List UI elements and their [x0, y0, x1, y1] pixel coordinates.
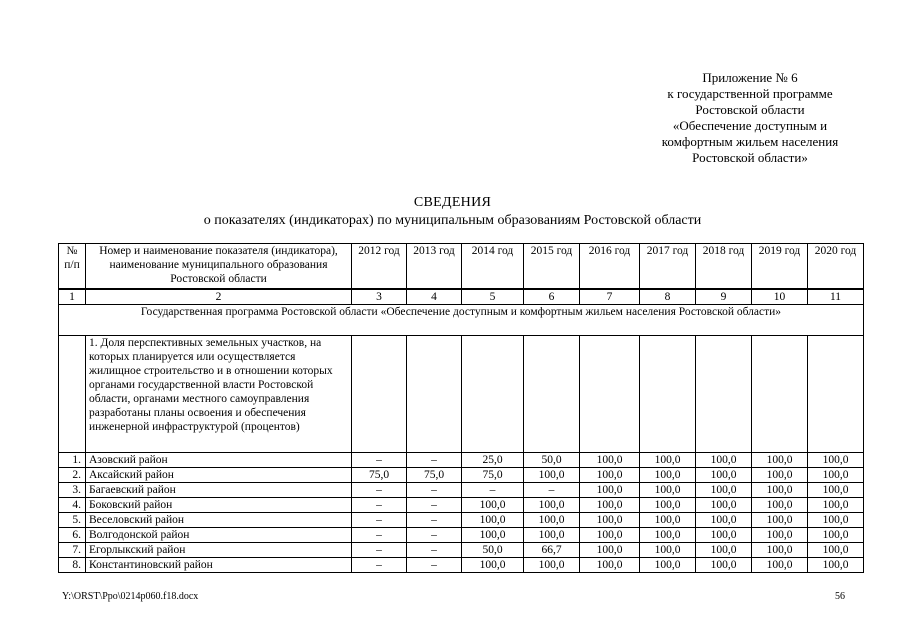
district-name: Аксайский район [86, 468, 352, 483]
table-row [59, 543, 864, 558]
appendix-line: «Обеспечение доступным и [672, 118, 828, 133]
header-year: 2017 год [640, 244, 696, 290]
value-cell: 100,0 [752, 528, 808, 543]
row-index: 6. [59, 528, 86, 543]
value-cell: 75,0 [352, 468, 407, 483]
value-cell: 100,0 [808, 498, 864, 513]
table-row [59, 513, 864, 528]
indicator-row [59, 336, 864, 453]
value-cell: 66,7 [524, 543, 580, 558]
appendix-line: к государственной программе [667, 86, 833, 101]
district-name: Багаевский район [86, 483, 352, 498]
header-year: 2015 год [524, 244, 580, 290]
value-cell: 100,0 [580, 498, 640, 513]
value-cell: 100,0 [808, 543, 864, 558]
value-cell: 100,0 [640, 558, 696, 573]
indicator-empty-cell [808, 336, 864, 453]
value-cell: 100,0 [524, 558, 580, 573]
indicator-label: 1. Доля перспективных земельных участков, на которых планируется или осуществляется жилищное строительство и в отношении которых органами государственной власти Ростовской области, органами местного самоуправления разработаны планы освоения и обеспечения инженерной инфраструктурой (процентов) [86, 336, 352, 453]
indicator-empty-cell [752, 336, 808, 453]
value-cell: – [352, 513, 407, 528]
value-cell: – [352, 543, 407, 558]
value-cell: 100,0 [524, 528, 580, 543]
indicators-table [58, 243, 864, 573]
value-cell: – [524, 483, 580, 498]
page-number: 56 [835, 591, 845, 602]
indicator-empty-cell [696, 336, 752, 453]
row-index: 7. [59, 543, 86, 558]
value-cell: 100,0 [580, 453, 640, 468]
column-number: 8 [640, 289, 696, 305]
header-year: 2012 год [352, 244, 407, 290]
value-cell: 100,0 [808, 558, 864, 573]
appendix-block [600, 70, 900, 166]
program-title: Государственная программа Ростовской области «Обеспечение доступным и комфортным жильем населения Ростовской области» [59, 305, 864, 336]
column-number: 9 [696, 289, 752, 305]
value-cell: – [462, 483, 524, 498]
value-cell: 100,0 [524, 498, 580, 513]
table-row [59, 453, 864, 468]
value-cell: 100,0 [580, 513, 640, 528]
value-cell: 100,0 [462, 528, 524, 543]
header-name: Номер и наименование показателя (индикатора), наименование муниципального образования Ростовской области [86, 244, 352, 290]
value-cell: 100,0 [640, 453, 696, 468]
appendix-line: комфортным жильем населения [661, 134, 839, 149]
value-cell: 100,0 [696, 498, 752, 513]
row-index: 3. [59, 483, 86, 498]
document-title: СВЕДЕНИЯ [413, 195, 492, 210]
indicator-empty-cell [462, 336, 524, 453]
district-name: Веселовский район [86, 513, 352, 528]
indicator-empty-cell [407, 336, 462, 453]
appendix-line: Ростовской области [695, 102, 805, 117]
value-cell: 100,0 [752, 453, 808, 468]
column-number: 2 [86, 289, 352, 305]
value-cell: 100,0 [752, 498, 808, 513]
value-cell: 100,0 [808, 453, 864, 468]
row-index: 8. [59, 558, 86, 573]
value-cell: – [352, 483, 407, 498]
value-cell: 100,0 [640, 513, 696, 528]
data-rows [59, 453, 864, 573]
footer-file-path: Y:\ORST\Ppo\0214p060.f18.docx [62, 591, 199, 602]
appendix-line: Приложение № 6 [702, 70, 798, 85]
table-row [59, 558, 864, 573]
header-year: 2014 год [462, 244, 524, 290]
value-cell: – [352, 528, 407, 543]
district-name: Боковский район [86, 498, 352, 513]
header-year: 2016 год [580, 244, 640, 290]
table-row [59, 498, 864, 513]
value-cell: 25,0 [462, 453, 524, 468]
value-cell: 75,0 [462, 468, 524, 483]
column-number: 1 [59, 289, 86, 305]
value-cell: 100,0 [808, 513, 864, 528]
value-cell: 100,0 [696, 543, 752, 558]
table-row [59, 468, 864, 483]
value-cell: 100,0 [808, 483, 864, 498]
document-subtitle: о показателях (индикаторах) по муниципальным образованиям Ростовской области [203, 213, 702, 228]
value-cell: – [407, 543, 462, 558]
header-year: 2013 год [407, 244, 462, 290]
value-cell: – [352, 558, 407, 573]
value-cell: 100,0 [640, 483, 696, 498]
indicator-empty-cell [640, 336, 696, 453]
district-name: Егорлыкский район [86, 543, 352, 558]
value-cell: 100,0 [696, 558, 752, 573]
value-cell: 100,0 [580, 558, 640, 573]
value-cell: 100,0 [752, 513, 808, 528]
value-cell: 100,0 [808, 528, 864, 543]
value-cell: – [407, 453, 462, 468]
value-cell: 100,0 [752, 543, 808, 558]
value-cell: 100,0 [524, 468, 580, 483]
value-cell: 100,0 [462, 513, 524, 528]
column-number: 5 [462, 289, 524, 305]
value-cell: – [407, 498, 462, 513]
value-cell: 100,0 [696, 528, 752, 543]
table-row [59, 483, 864, 498]
value-cell: 100,0 [640, 528, 696, 543]
district-name: Азовский район [86, 453, 352, 468]
table-header-row [59, 244, 864, 290]
value-cell: – [352, 498, 407, 513]
value-cell: – [352, 453, 407, 468]
value-cell: 100,0 [696, 468, 752, 483]
column-number: 6 [524, 289, 580, 305]
value-cell: 100,0 [752, 558, 808, 573]
column-number: 11 [808, 289, 864, 305]
value-cell: – [407, 483, 462, 498]
value-cell: 100,0 [580, 528, 640, 543]
value-cell: 100,0 [524, 513, 580, 528]
header-num: № п/п [59, 244, 86, 290]
value-cell: – [407, 528, 462, 543]
indicator-empty-cell [524, 336, 580, 453]
row-index: 5. [59, 513, 86, 528]
value-cell: 100,0 [808, 468, 864, 483]
value-cell: 100,0 [752, 468, 808, 483]
value-cell: 100,0 [580, 468, 640, 483]
column-number: 4 [407, 289, 462, 305]
value-cell: 100,0 [580, 483, 640, 498]
indicator-num-cell [59, 336, 86, 453]
value-cell: 100,0 [462, 498, 524, 513]
header-year: 2019 год [752, 244, 808, 290]
district-name: Константиновский район [86, 558, 352, 573]
value-cell: 100,0 [640, 468, 696, 483]
value-cell: 100,0 [640, 498, 696, 513]
column-number: 10 [752, 289, 808, 305]
value-cell: 100,0 [696, 513, 752, 528]
column-number: 7 [580, 289, 640, 305]
value-cell: 100,0 [462, 558, 524, 573]
row-index: 4. [59, 498, 86, 513]
header-year: 2018 год [696, 244, 752, 290]
header-year: 2020 год [808, 244, 864, 290]
appendix-line: Ростовской области» [692, 150, 808, 165]
row-index: 2. [59, 468, 86, 483]
value-cell: 100,0 [696, 483, 752, 498]
value-cell: 50,0 [462, 543, 524, 558]
column-numbers-row [59, 289, 864, 305]
indicator-empty-cell [580, 336, 640, 453]
value-cell: 100,0 [696, 453, 752, 468]
value-cell: 100,0 [640, 543, 696, 558]
value-cell: 50,0 [524, 453, 580, 468]
value-cell: – [407, 513, 462, 528]
table-row [59, 528, 864, 543]
row-index: 1. [59, 453, 86, 468]
document-heading [0, 194, 905, 230]
column-number: 3 [352, 289, 407, 305]
value-cell: 100,0 [580, 543, 640, 558]
indicator-empty-cell [352, 336, 407, 453]
value-cell: 100,0 [752, 483, 808, 498]
value-cell: – [407, 558, 462, 573]
value-cell: 75,0 [407, 468, 462, 483]
program-title-row [59, 305, 864, 336]
district-name: Волгодонской район [86, 528, 352, 543]
